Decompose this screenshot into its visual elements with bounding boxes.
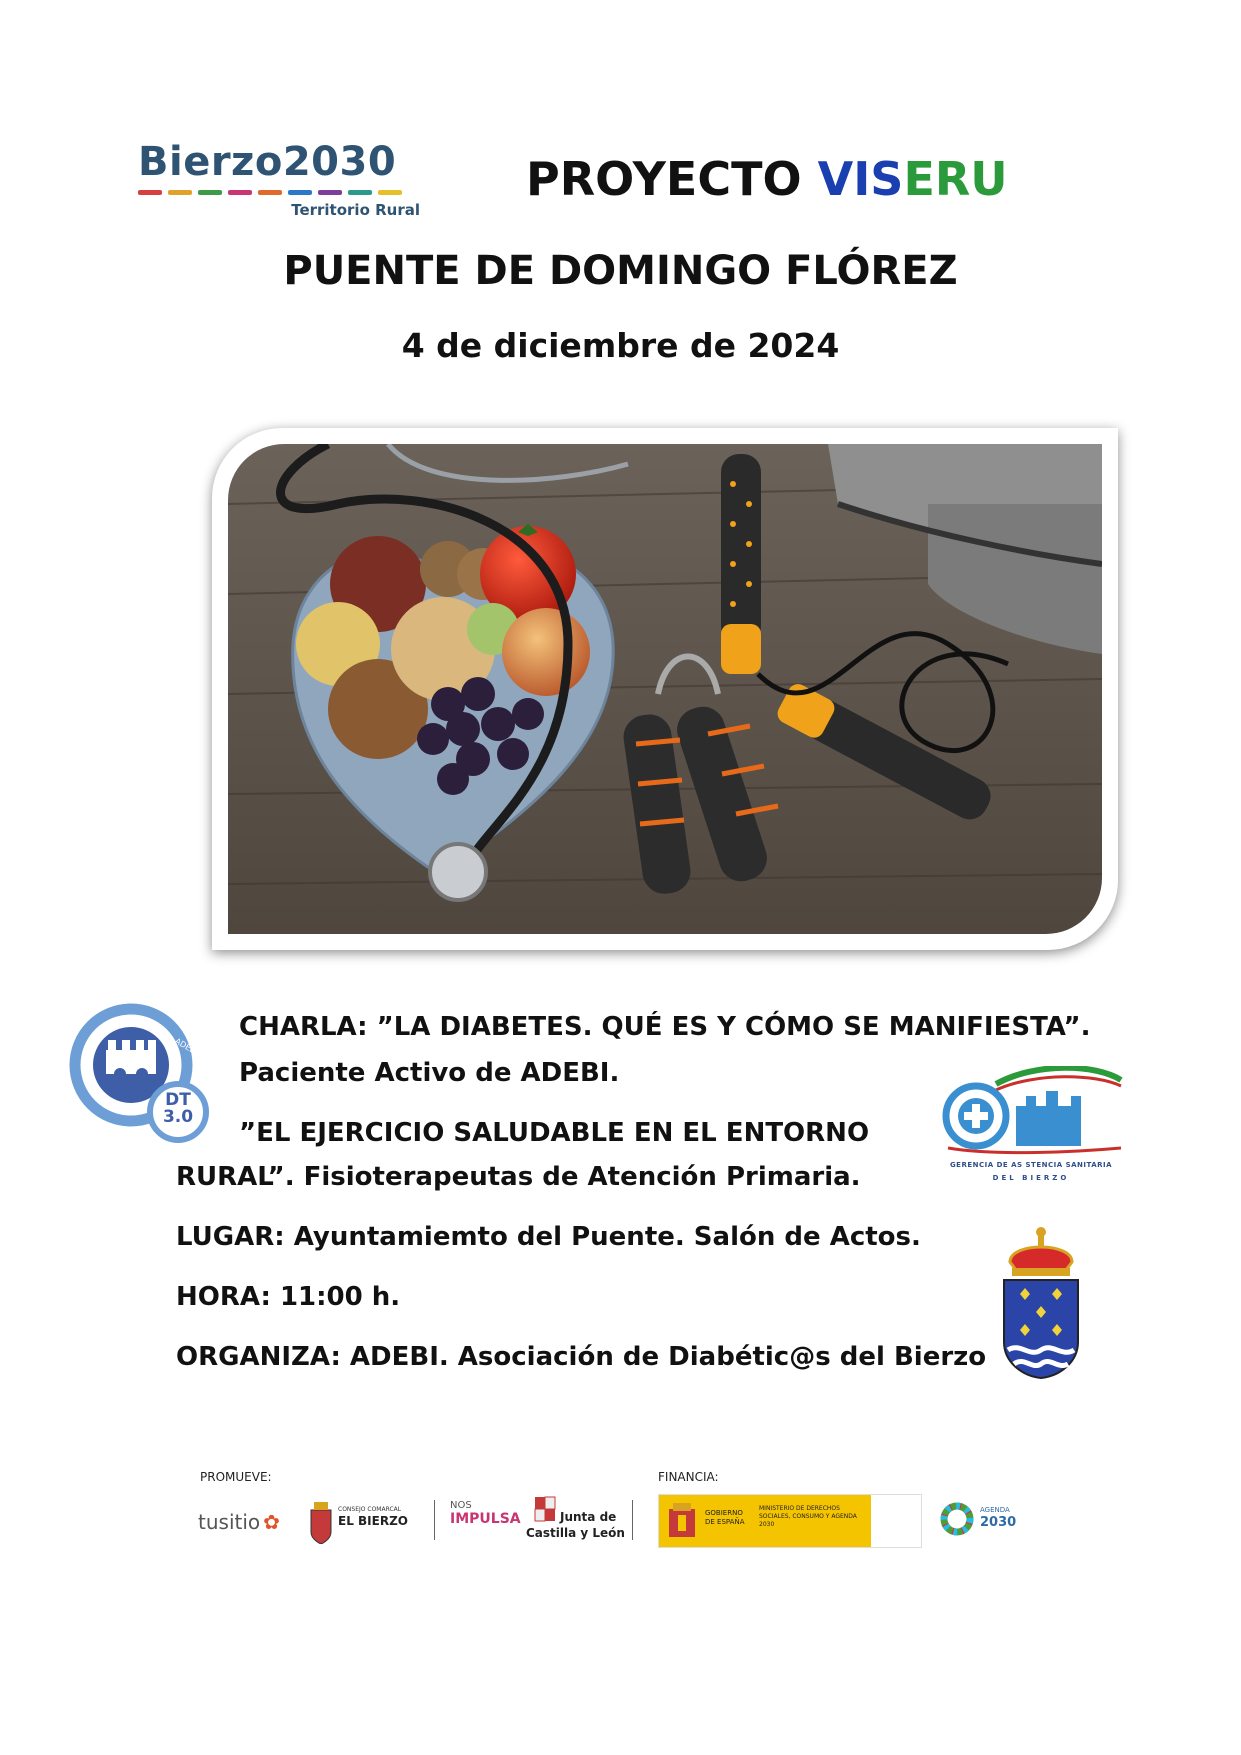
promueve-label: PROMUEVE: xyxy=(200,1470,272,1484)
agenda-label: AGENDA xyxy=(980,1506,1010,1514)
agenda-2030-logo xyxy=(940,1502,1020,1542)
talk1-label: CHARLA: xyxy=(239,1012,368,1042)
gerencia-line2: DEL BIERZO xyxy=(992,1174,1070,1182)
healthy-lifestyle-photo xyxy=(228,444,1102,934)
ministerio-white-panel xyxy=(871,1495,921,1547)
project-title xyxy=(526,152,1008,206)
junta-line2: Castilla y León xyxy=(526,1526,625,1540)
tusitio-flower-icon: ✿ xyxy=(263,1510,280,1534)
gerencia-line1: GERENCIA DE AS STENCIA SANITARIA xyxy=(949,1161,1113,1169)
sdg-wheel-icon xyxy=(940,1502,974,1536)
hora-label: HORA: xyxy=(176,1282,271,1312)
hora-value: 11:00 h. xyxy=(270,1282,401,1312)
hora-line xyxy=(176,1282,400,1312)
project-name-ru: RU xyxy=(934,152,1008,206)
event-date: 4 de diciembre de 2024 xyxy=(401,326,840,365)
dt-adebi-logo xyxy=(66,1000,216,1150)
project-prefix: PROYECTO xyxy=(526,152,818,206)
project-name-vis: VIS xyxy=(817,152,904,206)
organiza-value: ADEBI. Asociación de Diabétic@s del Bierzo xyxy=(340,1342,987,1372)
consejo-big: EL BIERZO xyxy=(338,1514,408,1528)
nos-text: NOS xyxy=(450,1500,472,1511)
bierzo2030-logo xyxy=(138,139,438,232)
project-name-e: E xyxy=(903,152,935,206)
talk1-title: ”LA DIABETES. QUÉ ES Y CÓMO SE MANIFIESTA”. xyxy=(367,1012,1091,1042)
gobierno-espana-logo xyxy=(658,1494,922,1548)
junta-castilla-leon-logo xyxy=(526,1496,626,1546)
tusitio-text: tusitio xyxy=(198,1510,261,1534)
logo-color-dashes xyxy=(138,190,438,195)
tusitio-logo xyxy=(198,1510,280,1534)
consejo-shield-icon xyxy=(308,1500,334,1544)
footer-divider-2 xyxy=(632,1500,633,1540)
consejo-small: CONSEJO COMARCAL xyxy=(338,1506,402,1513)
consejo-comarcal-logo xyxy=(308,1500,418,1544)
gobierno-text: GOBIERNO DE ESPAÑA xyxy=(705,1509,745,1526)
logo-wordmark: Bierzo2030 xyxy=(138,139,397,185)
impulsa-text: IMPULSA xyxy=(450,1511,521,1527)
spain-shield-icon xyxy=(665,1501,699,1541)
lugar-label: LUGAR: xyxy=(176,1222,285,1252)
gerencia-asistencia-sanitaria-logo xyxy=(936,1066,1126,1181)
lugar-line xyxy=(176,1222,921,1252)
ministerio-text: MINISTERIO DE DERECHOS SOCIALES, CONSUMO Y AGENDA 2030 xyxy=(759,1505,857,1528)
place-title: PUENTE DE DOMINGO FLÓREZ xyxy=(283,248,958,294)
lugar-value: Ayuntamiemto del Puente. Salón de Actos. xyxy=(284,1222,921,1252)
footer-divider xyxy=(434,1500,435,1540)
agenda-year: 2030 xyxy=(980,1515,1017,1530)
talk2-line2: RURAL”. Fisioterapeutas de Atención Primaria. xyxy=(176,1162,861,1192)
dt-badge-text: DT 3.0 xyxy=(162,1090,194,1127)
nos-impulsa-logo xyxy=(450,1500,521,1527)
adebi-mark: ADEBI xyxy=(173,1036,200,1057)
junta-line1: Junta de xyxy=(560,1510,617,1524)
coat-of-arms-icon xyxy=(1000,1222,1082,1380)
talk1-speaker: Paciente Activo de ADEBI. xyxy=(239,1058,620,1088)
junta-shield-icon xyxy=(534,1496,556,1526)
photo-illustration xyxy=(228,444,1102,934)
financia-label: FINANCIA: xyxy=(658,1470,719,1484)
talk1-line xyxy=(239,1012,1091,1042)
talk2-line1: ”EL EJERCICIO SALUDABLE EN EL ENTORNO xyxy=(239,1118,870,1148)
logo-tagline: Territorio Rural xyxy=(291,201,420,219)
organiza-label: ORGANIZA: xyxy=(176,1342,341,1372)
organiza-line xyxy=(176,1342,986,1372)
